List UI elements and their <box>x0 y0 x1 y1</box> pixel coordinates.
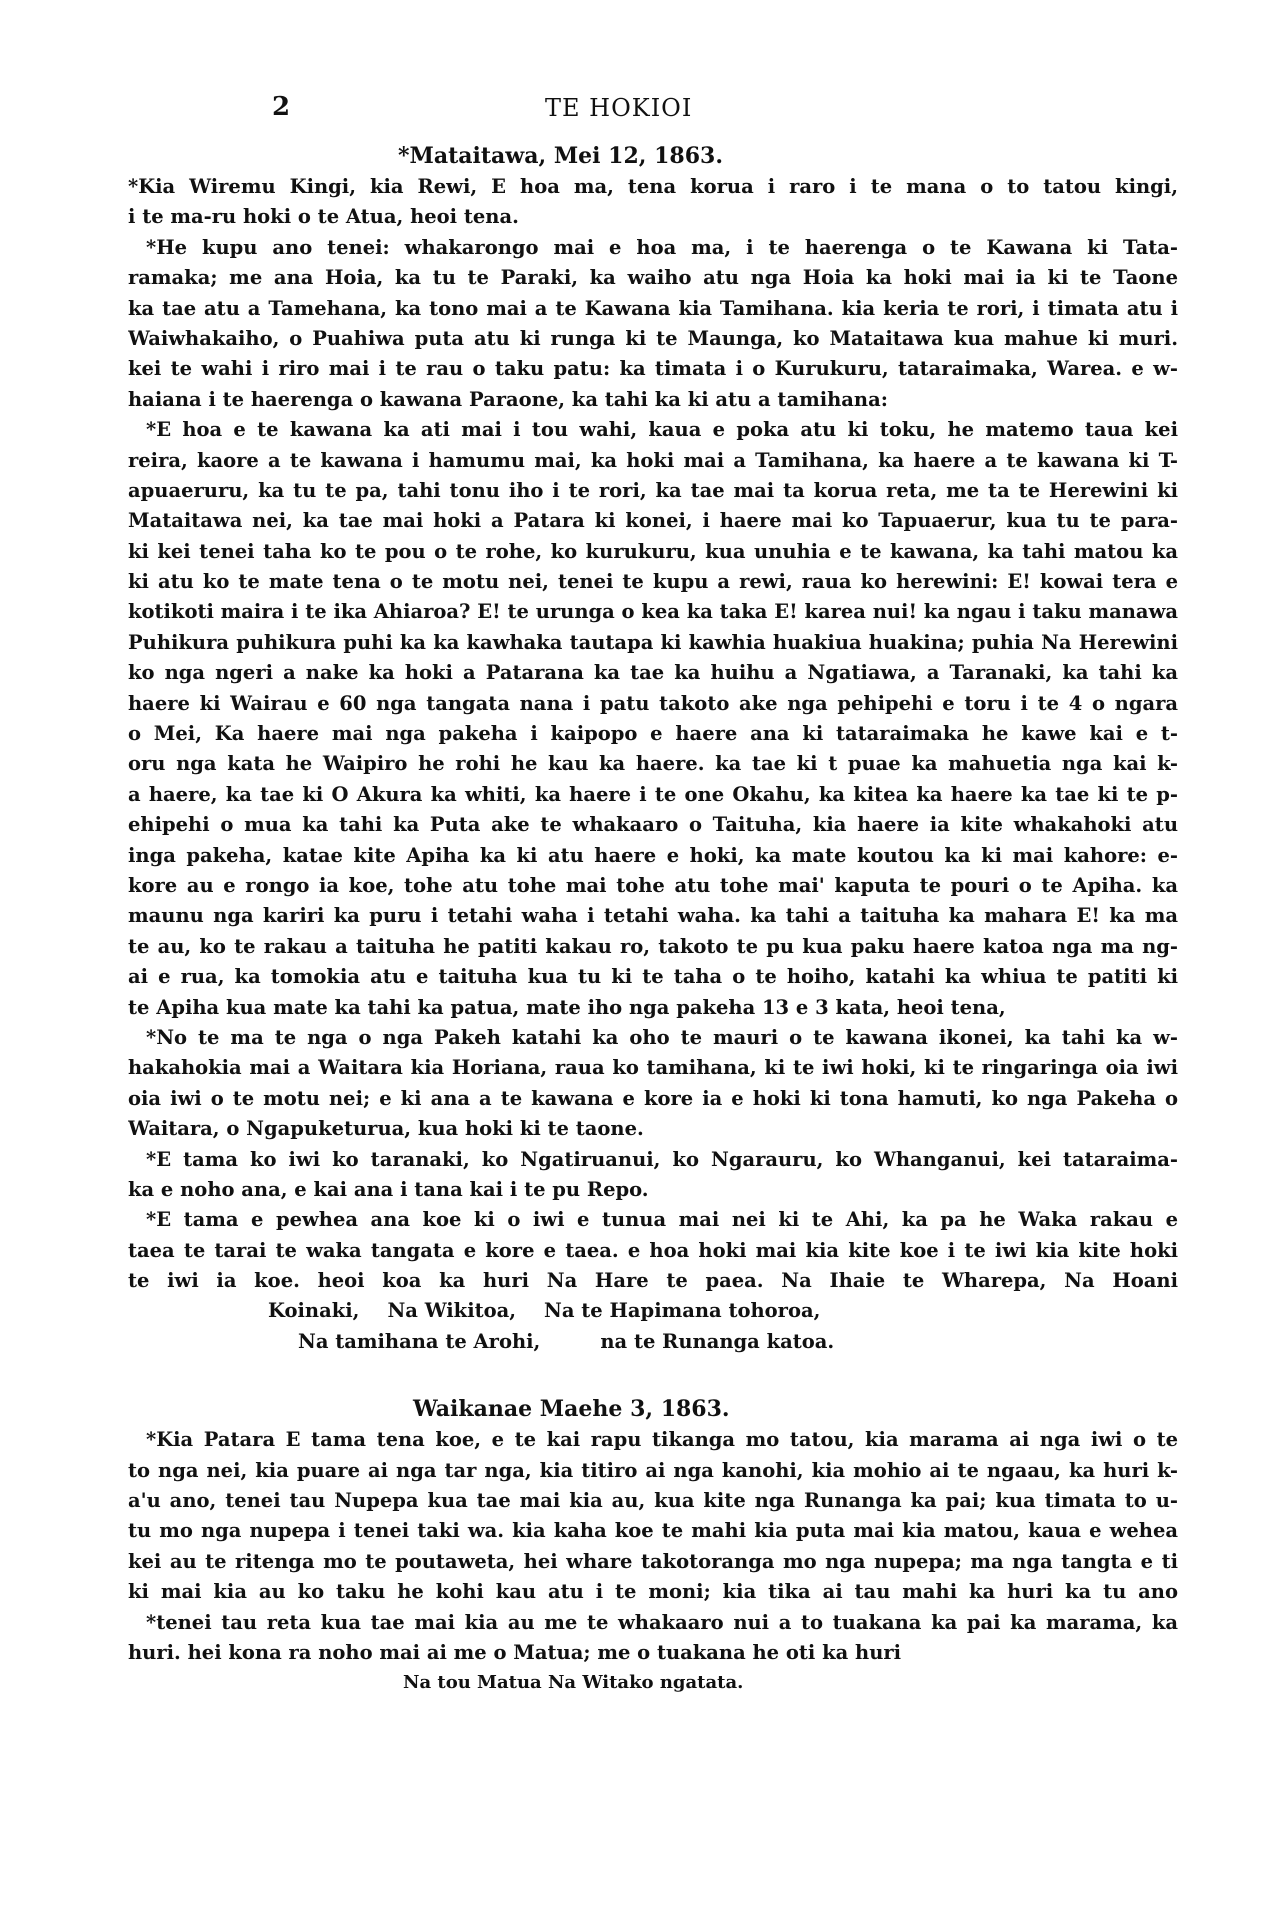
text-line: *E tama e pewhea ana koe ki o iwi e tunua mai nei ki te Ahi, ka pa he Waka rakau e <box>146 1208 1178 1232</box>
signature-name: Koinaki, <box>268 1299 360 1323</box>
text-line: *E hoa e te kawana ka ati mai i tou wahi, kaua e poka atu ki toku, he matemo taua kei <box>146 418 1178 442</box>
text-line: Mataitawa nei, ka tae mai hoki a Patara ki konei, i haere mai ko Tapuaerur, kua tu te para- <box>128 509 1178 533</box>
text-line: te au, ko te rakau a taituha he patiti kakau ro, takoto te pu kua paku haere katoa nga ma ng- <box>128 934 1178 958</box>
text-line: inga pakeha, katae kite Apiha ka ki atu haere e hoki, ka mate koutou ka ki mai kahore: e- <box>128 843 1178 867</box>
text-line: ki atu ko te mate tena o te motu nei, tenei te kupu a rewi, raua ko herewini: E! kowai tera e <box>128 570 1178 594</box>
signature-name: na te Runanga katoa. <box>600 1329 835 1353</box>
text-line: kei te wahi i riro mai i te rau o taku patu: ka timata i o Kurukuru, tataraimaka, Warea. e w- <box>128 357 1178 381</box>
text-line: hakahokia mai a Waitara kia Horiana, raua ko tamihana, ki te iwi hoki, ki te ringaringa oia iwi <box>128 1056 1178 1080</box>
text-line: Waitara, o Ngapuketurua, kua hoki ki te taone. <box>128 1117 644 1141</box>
text-line: Puhikura puhikura puhi ka ka kawhaka tautapa ki kawhia huakiua huakina; puhia Na Herewini <box>128 630 1178 654</box>
text-line: te iwi ia koe. heoi koa ka huri Na Hare te paea. Na Ihaie te Wharepa, Na Hoani <box>128 1269 1178 1293</box>
text-line: ehipehi o mua ka tahi ka Puta ake te whakaaro o Taituha, kia haere ia kite whakahoki atu <box>128 813 1178 837</box>
text-line: apuaeruru, ka tu te pa, tahi tonu iho i te rori, ka tae mai ta korua reta, me ta te Herewini ki <box>128 478 1178 502</box>
text-line: a haere, ka tae ki O Akura ka whiti, ka haere i te one Okahu, ka kitea ka haere ka tae ki te p- <box>128 782 1178 806</box>
text-line: ki kei tenei taha ko te pou o te rohe, ko kurukuru, kua unuhia e te kawana, ka tahi matou ka <box>128 539 1178 563</box>
text-line: tu mo nga nupepa i tenei taki wa. kia kaha koe te mahi kia puta mai kia matou, kaua e wehea <box>128 1519 1178 1543</box>
page-number: 2 <box>272 92 291 122</box>
page-header <box>0 92 1280 126</box>
signature-line <box>128 1327 1178 1357</box>
text-line: reira, kaore a te kawana i hamumu mai, ka hoki mai a Tamihana, ka haere a te kawana ki T- <box>128 448 1178 472</box>
running-title: TE HOKIOI <box>545 94 693 122</box>
dateline-mataitawa: *Mataitawa, Mei 12, 1863. <box>398 143 724 169</box>
article-body <box>128 140 1178 1699</box>
text-line: *Kia Patara E tama tena koe, e te kai rapu tikanga mo tatou, kia marama ai nga iwi o te <box>146 1428 1178 1452</box>
text-line: *E tama ko iwi ko taranaki, ko Ngatiruanui, ko Ngarauru, ko Whanganui, kei tataraima- <box>146 1147 1178 1171</box>
text-line: te Apiha kua mate ka tahi ka patua, mate iho nga pakeha 13 e 3 kata, heoi tena, <box>128 995 1006 1019</box>
text-line: taea te tarai te waka tangata e kore e taea. e hoa hoki mai kia kite koe i te iwi kia kite hoki <box>128 1238 1178 1262</box>
text-line: kore au e rongo ia koe, tohe atu tohe mai tohe atu tohe mai' kaputa te pouri o te Apiha. ka <box>128 873 1178 897</box>
signature-name: Na tamihana te Arohi, <box>298 1329 541 1353</box>
signature-name: Na te Hapimana tohoroa, <box>544 1299 821 1323</box>
signature-line <box>128 1296 1178 1326</box>
text-line: ramaka; me ana Hoia, ka tu te Paraki, ka waiho atu nga Hoia ka hoki mai ia ki te Taone <box>128 266 1178 290</box>
text-line: kei au te ritenga mo te poutaweta, hei whare takotoranga mo nga nupepa; ma nga tangta e ti <box>128 1549 1178 1573</box>
text-line: *Kia Wiremu Kingi, kia Rewi, E hoa ma, tena korua i raro i te mana o to tatou kingi, <box>128 175 1178 198</box>
text-line: *He kupu ano tenei: whakarongo mai e hoa ma, i te haerenga o te Kawana ki Tata- <box>146 235 1178 259</box>
text-line: ko nga ngeri a nake ka hoki a Patarana ka tae ka huihu a Ngatiawa, a Taranaki, ka tahi ka <box>128 661 1178 685</box>
text-line: a'u ano, tenei tau Nupepa kua tae mai kia au, kua kite nga Runanga ka pai; kua timata to u- <box>128 1489 1178 1513</box>
text-line: o Mei, Ka haere mai nga pakeha i kaipopo e haere ana ki tataraimaka he kawe kai e t- <box>128 722 1178 746</box>
text-line: oru nga kata he Waipiro he rohi he kau ka haere. ka tae ki t puae ka mahuetia nga kai k- <box>128 752 1178 776</box>
text-line: *No te ma te nga o nga Pakeh katahi ka oho te mauri o te kawana ikonei, ka tahi ka w- <box>146 1025 1178 1049</box>
text-line: oia iwi o te motu nei; e ki ana a te kawana e kore ia e hoki ki tona hamuti, ko nga Pakeha o <box>128 1086 1178 1110</box>
signature-name: Na Wikitoa, <box>387 1299 517 1323</box>
text-line: ka e noho ana, e kai ana i tana kai i te pu Repo. <box>128 1177 649 1201</box>
text-line: *tenei tau reta kua tae mai kia au me te whakaaro nui a to tuakana ka pai ka marama, ka <box>146 1610 1178 1634</box>
text-line: i te ma-ru hoki o te Atua, heoi tena. <box>128 205 519 229</box>
text-line: ai e rua, ka tomokia atu e taituha kua tu ki te taha o te hoiho, katahi ka whiua te patiti ki <box>128 965 1178 989</box>
text-line: to nga nei, kia puare ai nga tar nga, kia titiro ai nga kanohi, kia mohio ai te ngaau, ka huri k- <box>128 1458 1178 1482</box>
text-line: ka tae atu a Tamehana, ka tono mai a te Kawana kia Tamihana. kia keria te rori, i timata atu i <box>128 296 1178 320</box>
signature-line: Na tou Matua Na Witako ngatata. <box>403 1672 744 1694</box>
text-line: ki mai kia au ko taku he kohi kau atu i te moni; kia tika ai tau mahi ka huri ka tu ano <box>128 1580 1178 1604</box>
text-line: maunu nga kariri ka puru i tetahi waha i tetahi waha. ka tahi a taituha ka mahara E! ka ma <box>128 904 1178 928</box>
text-line: kotikoti maira i te ika Ahiaroa? E! te urunga o kea ka taka E! karea nui! ka ngau i taku manawa <box>128 600 1178 624</box>
dateline-waikanae: Waikanae Maehe 3, 1863. <box>413 1396 730 1423</box>
text-line: Waiwhakaiho, o Puahiwa puta atu ki runga ki te Maunga, ko Mataitawa kua mahue ki muri. <box>128 326 1178 350</box>
text-line: haere ki Wairau e 60 nga tangata nana i patu takoto ake nga pehipehi e toru i te 4 o ngara <box>128 691 1178 715</box>
text-line: haiana i te haerenga o kawana Paraone, ka tahi ka ki atu a tamihana: <box>128 387 888 411</box>
text-line: huri. hei kona ra noho mai ai me o Matua; me o tuakana he oti ka huri <box>128 1640 902 1664</box>
